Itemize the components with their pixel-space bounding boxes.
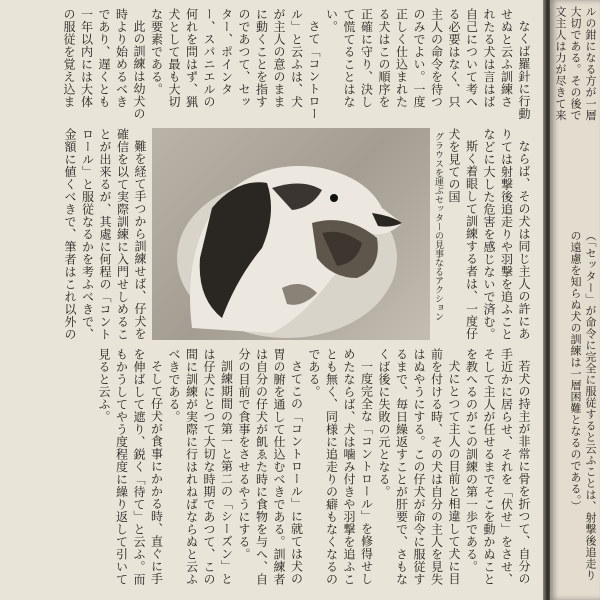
paragraph: さてこの「コントロール」に就ては犬の胃の腑を通して仕込むべきである。訓練者は自分の仔犬が飢ゑた時に食物を与へ、自分の目前で食事をさせるやうにする。 [237, 348, 304, 586]
photo-caption: グラウスを運ぶセッターの見事なるアクション [433, 132, 443, 321]
paragraph: 一度完全な「コントロール」を修得せしめたならば、犬は噛み付きや羽撃を追ふことも無く、同様に追走りの癖もなくなるのである。 [307, 348, 374, 586]
paragraph: なくば羅針に行動せぬと云ふ訓練されたる犬は言はば自己について考へる必要はなく、只主人の命令を待つのみでよい。一度正しく仕込まれたる犬はこの順序を正確に守り、決して慌てることはない。 [324, 8, 531, 120]
paragraph: ならば、その犬は同じ主人の許にありては射撃後追走りや羽撃を追ふことなどに大した危害を感じないで済む。 [482, 128, 531, 341]
text-column-left [62, 128, 148, 342]
paragraph: 訓練期間の第一と第二の「シーズン」とは仔犬にとつて大切な時期であつて、この間に訓練が実際に行はれねばならぬと云ふべきである。 [167, 348, 234, 586]
text-column-right [440, 128, 532, 342]
text-column-top [62, 8, 532, 120]
paragraph: 若犬の持主が非常に骨を折つて、自分の手近かに居らせ、それを「伏せ」をさせ、そして主人が任せるまでそこを動かぬことを教へるのがこの訓練の第一歩である。 [464, 348, 531, 586]
paragraph: 斯く着眼して訓練する者は、一度仔犬を見ての国 [447, 128, 479, 340]
paragraph: 犬にとつて主人の目前と相違して犬に目前を付ける時、その犬は自分の主人を見失はぬやうにする。この仔犬が命令に服従するまで、毎日繰返すことが肝要で、さもなくば後に失敗の元となる。 [377, 348, 461, 586]
next-page-text-top: ルの鉗になる方が一層大切である。その後で文主人は力が尽きて来 [554, 6, 597, 121]
paragraph: 難を経て手つから訓練せば、仔犬を確信を以て実際訓練に入門せしめることが出来るが、其處に何程の「コントロール」と服従なるかを考ふべきで、金額に値くべきで、筆者はこれ以外の [63, 128, 147, 341]
next-page-text-bottom: （「セッター」が命令に完全に服従すると云ふことは、射撃後追走りの遠慮を知らぬ犬の訓練は一層困難となるのである。） [569, 230, 597, 581]
paragraph: 此の訓練は幼犬の時より始めるべきであり、遅くとも一年以内には大体の服従を覚え込ま [62, 8, 146, 120]
paragraph: そして仔犬が食事にかかる時、直ぐに手を伸ばして遮り、鋭く「待て」と云ふ。而もかうしてやう度程度に繰り返して引いて見ると云ふ。 [97, 348, 164, 586]
text-column-bottom [62, 348, 532, 593]
dog-image [152, 128, 430, 340]
right-page-edge [550, 0, 600, 600]
paragraph: さて「コントロール」と云ふは、犬が主人の意のままに動くことを指すのであつて、セッター、ポインター、スパニエルの何れを問はず、猟犬として最も大切な要素である。 [149, 8, 321, 120]
setter-dog-photo [152, 128, 430, 340]
